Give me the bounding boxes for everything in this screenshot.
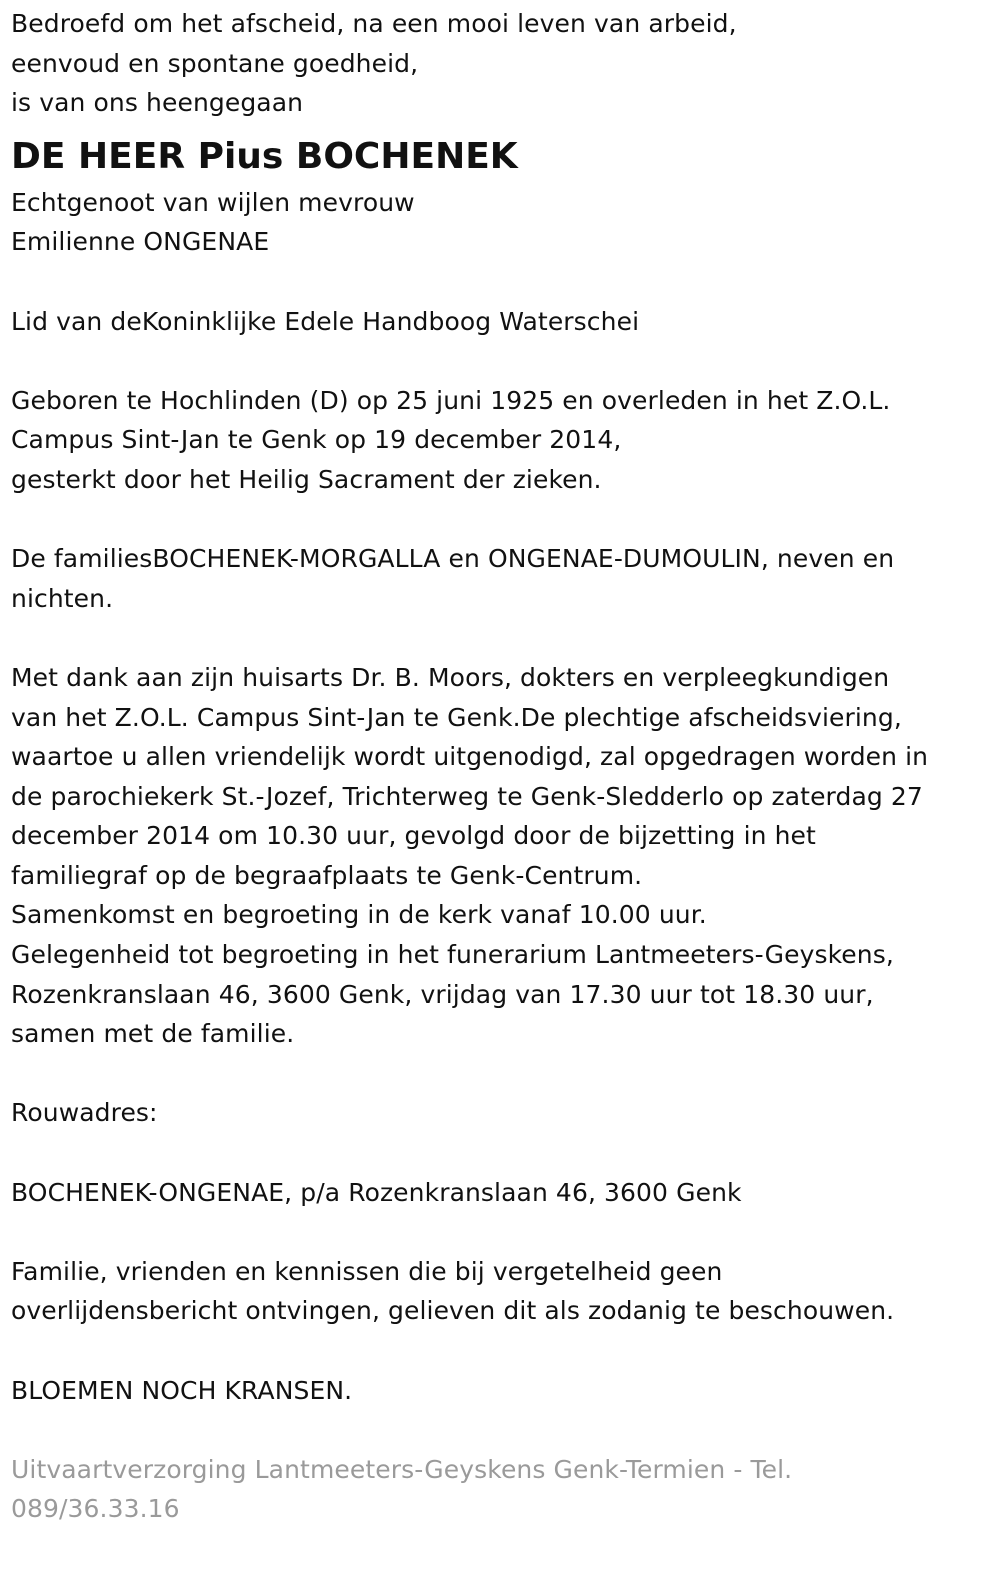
deceased-name: DE HEER Pius BOCHENEK — [11, 135, 518, 177]
birth-death-line: Geboren te Hochlinden (D) op 25 juni 1925 en overleden in het Z.O.L. — [11, 385, 891, 415]
spacer — [11, 1410, 991, 1450]
spacer — [11, 500, 991, 540]
notice-line: overlijdensbericht ontvingen, gelieven dit als zodanig te beschouwen. — [11, 1296, 895, 1326]
spacer — [11, 1054, 991, 1094]
ceremony-line: familiegraf op de begraafplaats te Genk-Centrum. — [11, 860, 643, 890]
ceremony-line: Gelegenheid tot begroeting in het funerarium Lantmeeters-Geyskens, — [11, 940, 894, 970]
spacer — [11, 1133, 991, 1173]
birth-death-line: Campus Sint-Jan te Genk op 19 december 2014, — [11, 425, 622, 455]
mourning-address: BOCHENEK-ONGENAE, p/a Rozenkranslaan 46, 3600 Genk — [11, 1177, 742, 1207]
ceremony-line: de parochiekerk St.-Jozef, Trichterweg te Genk-Sledderlo op zaterdag 27 — [11, 781, 923, 811]
birth-death-text — [11, 381, 991, 500]
mourning-address-label: Rouwadres: — [11, 1098, 158, 1128]
ceremony-line: december 2014 om 10.30 uur, gevolgd door de bijzetting in het — [11, 821, 816, 851]
footer-line: 089/36.33.16 — [11, 1494, 180, 1524]
ceremony-line: waartoe u allen vriendelijk wordt uitgenodigd, zal opgedragen worden in — [11, 742, 929, 772]
families-text — [11, 539, 991, 618]
spacer — [11, 618, 991, 658]
spacer — [11, 1331, 991, 1371]
ceremony-line: van het Z.O.L. Campus Sint-Jan te Genk.De plechtige afscheidsviering, — [11, 702, 902, 732]
intro-line: eenvoud en spontane goedheid, — [11, 48, 419, 78]
spouse-text — [11, 183, 991, 262]
birth-death-line: gesterkt door het Heilig Sacrament der zieken. — [11, 464, 602, 494]
obituary-document — [11, 4, 991, 1529]
intro-text — [11, 4, 991, 123]
footer-line: Uitvaartverzorging Lantmeeters-Geyskens Genk-Termien - Tel. — [11, 1454, 793, 1484]
membership-text: Lid van deKoninklijke Edele Handboog Waterschei — [11, 306, 640, 336]
flowers-notice: BLOEMEN NOCH KRANSEN. — [11, 1375, 353, 1405]
notice-line: Familie, vrienden en kennissen die bij vergetelheid geen — [11, 1256, 723, 1286]
ceremony-line: Samenkomst en begroeting in de kerk vanaf 10.00 uur. — [11, 900, 707, 930]
intro-line: Bedroefd om het afscheid, na een mooi leven van arbeid, — [11, 9, 737, 38]
spacer — [11, 341, 991, 381]
spacer — [11, 1212, 991, 1252]
ceremony-line: samen met de familie. — [11, 1019, 295, 1049]
spacer — [11, 262, 991, 302]
intro-line: is van ons heengegaan — [11, 88, 304, 118]
families-line: De familiesBOCHENEK-MORGALLA en ONGENAE-DUMOULIN, neven en — [11, 544, 895, 574]
spouse-line: Echtgenoot van wijlen mevrouw — [11, 187, 415, 217]
notice-text — [11, 1252, 991, 1331]
spouse-line: Emilienne ONGENAE — [11, 227, 270, 257]
funeral-home-footer — [11, 1450, 991, 1529]
ceremony-text — [11, 658, 991, 1054]
ceremony-line: Met dank aan zijn huisarts Dr. B. Moors, dokters en verpleegkundigen — [11, 662, 890, 692]
families-line: nichten. — [11, 583, 114, 613]
ceremony-line: Rozenkranslaan 46, 3600 Genk, vrijdag van 17.30 uur tot 18.30 uur, — [11, 979, 874, 1009]
